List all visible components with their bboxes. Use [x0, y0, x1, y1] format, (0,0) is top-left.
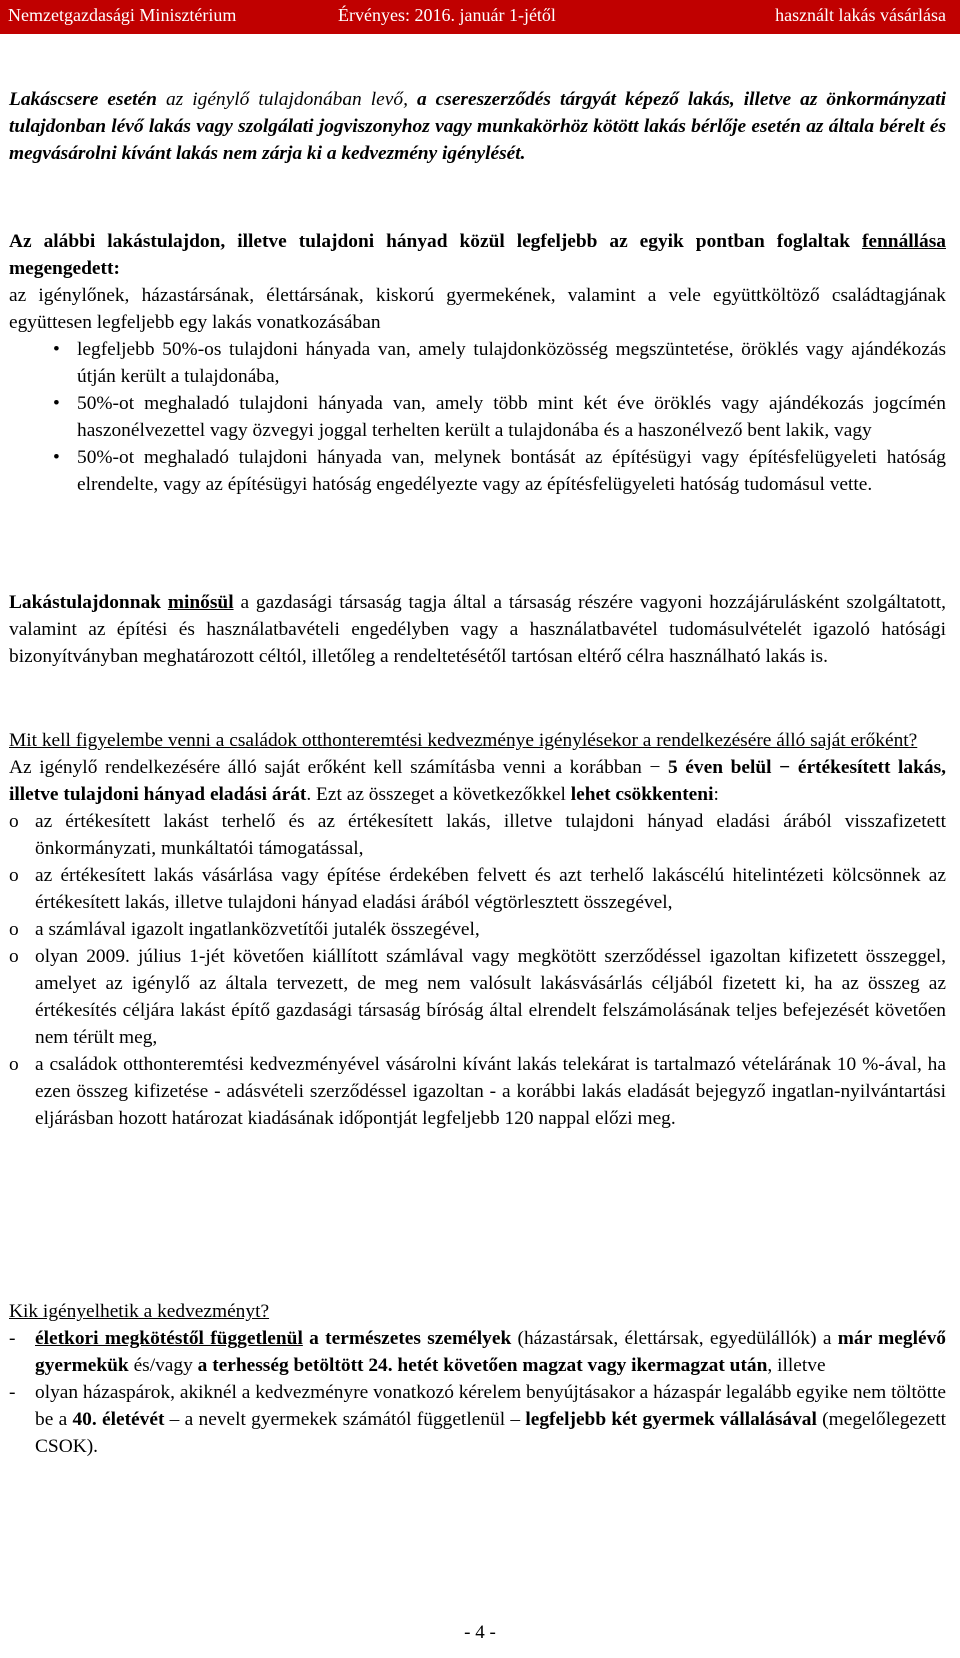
- circle-bullet-icon: o: [9, 865, 19, 886]
- circle-bullet-icon: o: [9, 919, 19, 940]
- ownership-section: [9, 228, 946, 498]
- header-topic: használt lakás vásárlása: [775, 5, 946, 25]
- header-ministry: Nemzetgazdasági Minisztérium: [8, 5, 237, 25]
- exchange-section: [9, 86, 946, 167]
- bullet-icon: •: [53, 339, 60, 360]
- list-item: o a számlával igazolt ingatlanközvetítői jutalék összegével,: [9, 916, 946, 943]
- circle-bullet-icon: o: [9, 811, 19, 832]
- list-item: - életkori megkötéstől függetlenül a természetes személyek (házastársak, élettársak, egyedülállók) a már meglévő gyermekük és/vagy a terhesség betöltött 24. hetét követően magzat vagy ikermagzat után, illetve: [9, 1325, 946, 1379]
- list-item: o az értékesített lakást terhelő és az értékesített lakás, illetve tulajdoni hányad eladási árából visszafizetett önkormányzati, munkáltatói támogatással,: [9, 808, 946, 862]
- dash-bullet-icon: -: [9, 1382, 16, 1403]
- list-item: - olyan házaspárok, akiknél a kedvezményre vonatkozó kérelem benyújtásakor a házaspár legalább egyike nem töltötte be a 40. életévét – a nevelt gyermekek számától függetlenül – legfeljebb két gyermek vállalásával (megelőlegezett CSOK).: [9, 1379, 946, 1460]
- ownership-desc: az igénylőnek, házastársának, élettársának, kiskorú gyermekének, valamint a vele együttköltöző családtagjának együttesen legfeljebb egy lakás vonatkozásában: [9, 285, 946, 333]
- circle-bullet-icon: o: [9, 946, 19, 967]
- header-bar: [0, 0, 960, 34]
- header-validity: Érvényes: 2016. január 1-jétől: [338, 5, 556, 25]
- dash-bullet-icon: -: [9, 1328, 16, 1349]
- list-item: o olyan 2009. július 1-jét követően kiállított számlával vagy megkötött szerződéssel igazoltan kifizetett összeggel, amelyet az igénylő az általa tervezett, de meg nem valósult lakásvásárlás céljából fizetett ki, ha az összeg az értékesítés céljára lakást építő gazdasági társaság bíróság által elrendelt felszámolásának teljes befejezését követően nem térült meg,: [9, 943, 946, 1051]
- page-number: - 4 -: [464, 1622, 496, 1643]
- own-funds-paragraph: Az igénylő rendelkezésére álló saját erőként kell számításba venni a korábban − 5 éven belül − értékesített lakás, illetve tulajdoni hányad eladási árát. Ezt az összeget a következőkkel lehet csökkenteni:: [9, 757, 946, 805]
- list-item: • 50%-ot meghaladó tulajdoni hányada van, amely több mint két éve öröklés vagy ajándékozás jogcímén haszonélvezettel vagy özvegyi joggal terhelten került a tulajdonába és a haszonélvező bent lakik, vagy: [9, 390, 946, 444]
- ownership-intro: Az alábbi lakástulajdon, illetve tulajdoni hányad közül legfeljebb az egyik pontban foglaltak fennállása megengedett:: [9, 231, 946, 279]
- list-item: o a családok otthonteremtési kedvezményével vásárolni kívánt lakás telekárat is tartalmazó vételárának 10 %-ával, ha ezen összeg kifizetése - adásvételi szerződéssel igazoltan - a korábbi lakás eladását bejegyző ingatlan-nyilvántartási eljárásban hozott határozat kiadásának időpontját legfeljebb 120 nappal előzi meg.: [9, 1051, 946, 1132]
- bullet-icon: •: [53, 393, 60, 414]
- exchange-paragraph: Lakáscsere esetén az igénylő tulajdonában levő, a csereszerződés tárgyát képező lakás, illetve az önkormányzati tulajdonban lévő lakás vagy szolgálati jogviszonyhoz vagy munkakörhöz kötött lakás bérlője esetén az általa bérelt és megvásárolni kívánt lakás nem zárja ki a kedvezmény igénylését.: [9, 89, 946, 164]
- list-item: • 50%-ot meghaladó tulajdoni hányada van, melynek bontását az építésügyi vagy építésfelügyeleti hatóság elrendelte, vagy az építésügyi hatóság engedélyezte vagy az építésfelügyeleti hatóság tudomásul vette.: [9, 444, 946, 498]
- who-section: [9, 1298, 946, 1460]
- own-funds-question: Mit kell figyelembe venni a családok otthonteremtési kedvezménye igénylésekor a rendelkezésére álló saját erőként?: [9, 730, 918, 751]
- bullet-icon: •: [53, 447, 60, 468]
- list-item: o az értékesített lakás vásárlása vagy építése érdekében felvett és azt terhelő lakáscélú hitelintézeti kölcsönnek az értékesített lakás, illetve tulajdoni hányad eladási árából végtörlesztett összegével,: [9, 862, 946, 916]
- own-funds-section: [9, 727, 946, 1132]
- list-item: • legfeljebb 50%-os tulajdoni hányada van, amely tulajdonközösség megszüntetése, öröklés vagy ajándékozás útján került a tulajdonába,: [9, 336, 946, 390]
- who-question: Kik igényelhetik a kedvezményt?: [9, 1301, 270, 1322]
- qualifies-section: [9, 589, 946, 670]
- circle-bullet-icon: o: [9, 1054, 19, 1075]
- qualifies-paragraph: Lakástulajdonnak minősül a gazdasági társaság tagja által a társaság részére vagyoni hozzájárulásként szolgáltatott, valamint az építési és használatbavételi engedélyben vagy a használatbavétel tudomásulvételét igazoló hatósági bizonyítványban meghatározott céltól, illetőleg a rendeltetésétől tartósan eltérő célra használható lakás is.: [9, 592, 946, 667]
